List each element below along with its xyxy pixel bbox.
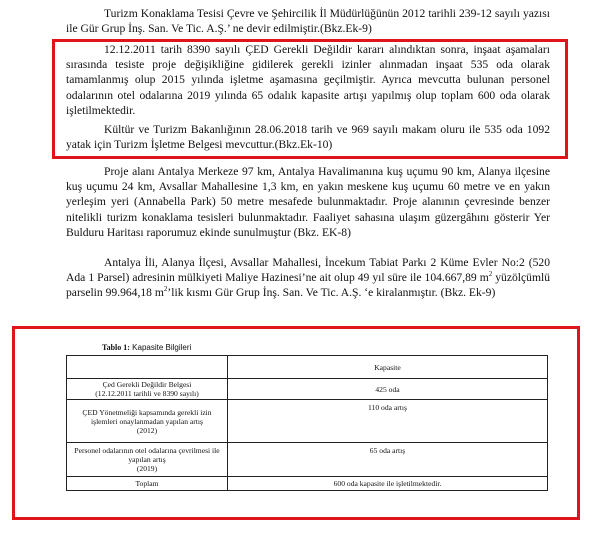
ownership-text-3: ’lik kısmı Gür Grup İnş. San. Ve Tic. A.Ş. ‘e kiralanmıştır. (Bkz. Ek-9) — [167, 286, 496, 300]
table-cell-value: 600 oda kapasite ile işletilmektedir. — [228, 477, 548, 491]
table-cell-label: ÇED Yönetmeliği kapsamında gerekli izin işlemleri onaylanmadan yapılan artış (2012) — [67, 400, 228, 443]
table-caption-bold: Tablo 1: — [102, 343, 130, 352]
ownership-sup-2: 2 — [163, 285, 168, 294]
paragraph-ced-decision: 12.12.2011 tarih 8390 sayılı ÇED Gerekli Değildir kararı alındıktan sonra, inşaat aşamaları sırasında tesiste proje değişikliğine gidilerek gerekli izinler alınmadan inşaat 535 oda olarak tamamlanmış olup 2015 yılında işletme aşamasına geçilmiştir. Ayrıca mevcutta bulunan personel odalarının otel odalarına 2019 yılında 65 odalık kapasite artışı yapılmış olup toplam 600 oda olarak işletilmektedir. — [66, 43, 550, 117]
table-row — [67, 379, 548, 400]
paragraph-ownership — [66, 255, 550, 301]
table-cell-value: 65 oda artış — [228, 443, 548, 477]
paragraph-transfer: Turizm Konaklama Tesisi Çevre ve Şehircilik İl Müdürlüğünün 2012 tarihli 239-12 sayılı yazısı ile Gür Grup İnş. San. Ve Tic. A.Ş.’ ne devir edilmiştir.(Bkz.Ek-9) — [66, 7, 550, 36]
table-caption-text: Kapasite Bilgileri — [129, 343, 192, 352]
table-row — [67, 400, 548, 443]
table-header-row — [67, 356, 548, 379]
table-cell-label: Personel odalarının otel odalarına çevrilmesi ile yapılan artış (2019) — [67, 443, 228, 477]
table-cell-label: Çed Gerekli Değildir Belgesi (12.12.2011 tarihli ve 8390 sayılı) — [67, 379, 228, 400]
table-header-empty — [67, 356, 228, 379]
paragraph-location: Proje alanı Antalya Merkeze 97 km, Antalya Havalimanına kuş uçumu 90 km, Alanya ilçesine kuş uçumu 24 km, Avsallar Mahallesine 1,3 km, en yakın meskene kuş uçumu 60 metre ve en yakın yerleşim yeri (Annabella Park) 50 metre mesafede bulunmaktadır. Proje alanının çevresinde benzer nitelikli turizm konaklama tesisleri bulunmaktadır. Faaliyet sahasına ulaşım güzergâhını gösterir Yer Bulduru Haritası raporumuz ekinde sunulmuştur (Bkz. EK-8) — [66, 165, 550, 239]
paragraph-tourism-certificate: Kültür ve Turizm Bakanlığının 28.06.2018 tarih ve 969 sayılı makam oluru ile 535 oda 1092 yatak için Turizm İşletme Belgesi mevcuttur.(Bkz.Ek-10) — [66, 123, 550, 152]
table-cell-label: Toplam — [67, 477, 228, 491]
table-header-capacity: Kapasite — [228, 356, 548, 379]
capacity-table — [66, 355, 548, 491]
table-row — [67, 477, 548, 491]
table-cell-value: 110 oda artış — [228, 400, 548, 443]
ownership-text-2: yüzölçümlü parselin 99.964,18 m — [66, 271, 550, 300]
ownership-text-1: Antalya İli, Alanya İlçesi, Avsallar Mahallesi, İncekum Tabiat Parkı 2 Küme Evler No:2 (520 Ada 1 Parsel) adresinin mülkiyeti Maliye Hazinesi’ne ait olup 49 yıl süre ile 104.667,89 m — [66, 256, 550, 285]
table-cell-value: 425 oda — [228, 379, 548, 400]
table-row — [67, 443, 548, 477]
table-caption — [102, 343, 191, 352]
ownership-sup-1: 2 — [488, 270, 493, 279]
